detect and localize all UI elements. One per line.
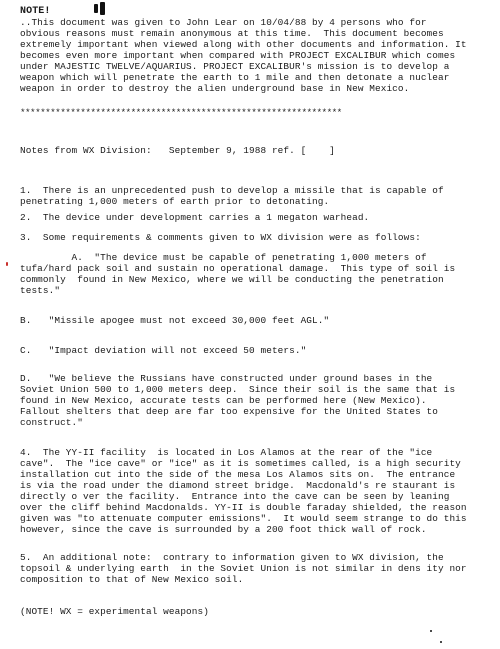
item-3d-line: found in New Mexico, accurate tests can be performed here (New Mexico). bbox=[20, 395, 427, 406]
item-2-line: 2. The device under development carries a 1 megaton warhead. bbox=[20, 212, 370, 223]
item-1-line: penetrating 1,000 meters of earth prior to detonating. bbox=[20, 196, 330, 207]
item-5-line: composition to that of New Mexico soil. bbox=[20, 574, 244, 585]
item-3d-line: Fallout shelters that deep are far too expensive for the United States to bbox=[20, 406, 438, 417]
ink-blot bbox=[94, 4, 98, 13]
scan-speck bbox=[6, 262, 8, 266]
footnote: (NOTE! WX = experimental weapons) bbox=[20, 606, 209, 617]
intro-line: obvious reasons must remain anonymous at this time. This document becomes bbox=[20, 28, 444, 39]
item-3a-line: A. "The device must be capable of penetrating 1,000 meters of bbox=[20, 252, 427, 263]
item-3d-line: Soviet Union 500 to 1,000 meters deep. Since their soil is the same that is bbox=[20, 384, 456, 395]
item-4-line: given was "to attenuate computer emissions". It would seem strange to do this bbox=[20, 513, 467, 524]
item-4-line: over the cliff behind Macdonalds. YY-II is double faraday shielded, the reason bbox=[20, 502, 467, 513]
item-4-line: is via the road under the diamond street bridge. Macdonald's re staurant is bbox=[20, 480, 456, 491]
scan-speck bbox=[430, 630, 432, 632]
notes-title: Notes from WX Division: September 9, 1988 ref. [ ] bbox=[20, 145, 335, 156]
intro-line: under MAJESTIC TWELVE/AQUARIUS. PROJECT EXCALIBUR's mission is to develop a bbox=[20, 61, 450, 72]
item-4-line: however, since the cave is surrounded by a 200 foot thick wall of rock. bbox=[20, 524, 427, 535]
item-4-line: cave". The "ice cave" or "ice" as it is sometimes called, is a high security bbox=[20, 458, 461, 469]
intro-line: weapon which will penetrate the earth to 1 mile and then detonate a nuclear bbox=[20, 72, 450, 83]
item-4-line: directly o ver the facility. Entrance into the cave can be seen by leaning bbox=[20, 491, 450, 502]
item-3-line: 3. Some requirements & comments given to WX division were as follows: bbox=[20, 232, 421, 243]
ink-blot bbox=[100, 2, 105, 15]
intro-line: weapon in order to destroy the alien underground base in New Mexico. bbox=[20, 83, 410, 94]
item-3a-line: tufa/hard pack soil and sustain no operational damage. This type of soil is bbox=[20, 263, 456, 274]
item-5-line: 5. An additional note: contrary to information given to WX division, the bbox=[20, 552, 444, 563]
intro-line: extremely important when viewed along with other documents and information. It bbox=[20, 39, 467, 50]
scan-speck bbox=[440, 641, 442, 643]
intro-line: ..This document was given to John Lear on 10/04/88 by 4 persons who for bbox=[20, 17, 427, 28]
item-3a-line: commonly found in New Mexico, where we will be conducting the penetration bbox=[20, 274, 444, 285]
item-1-line: 1. There is an unprecedented push to develop a missile that is capable of bbox=[20, 185, 444, 196]
separator: **************************************************************** bbox=[20, 107, 342, 118]
item-3a-line: tests." bbox=[20, 285, 61, 296]
item-4-line: installation cut into the side of the mesa Los Alamos sits on. The entrance bbox=[20, 469, 456, 480]
item-3d-line: construct." bbox=[20, 417, 83, 428]
item-4-line: 4. The YY-II facility is located in Los Alamos at the rear of the "ice bbox=[20, 447, 433, 458]
item-3c-line: C. "Impact deviation will not exceed 50 meters." bbox=[20, 345, 307, 356]
item-5-line: topsoil & underlying earth in the Soviet Union is not similar in dens ity nor bbox=[20, 563, 467, 574]
item-3b-line: B. "Missile apogee must not exceed 30,000 feet AGL." bbox=[20, 315, 330, 326]
note-label: NOTE! bbox=[20, 6, 51, 17]
item-3d-line: D. "We believe the Russians have constructed under ground bases in the bbox=[20, 373, 433, 384]
intro-line: becomes even more important when compared with PROJECT EXCALIBUR which comes bbox=[20, 50, 456, 61]
